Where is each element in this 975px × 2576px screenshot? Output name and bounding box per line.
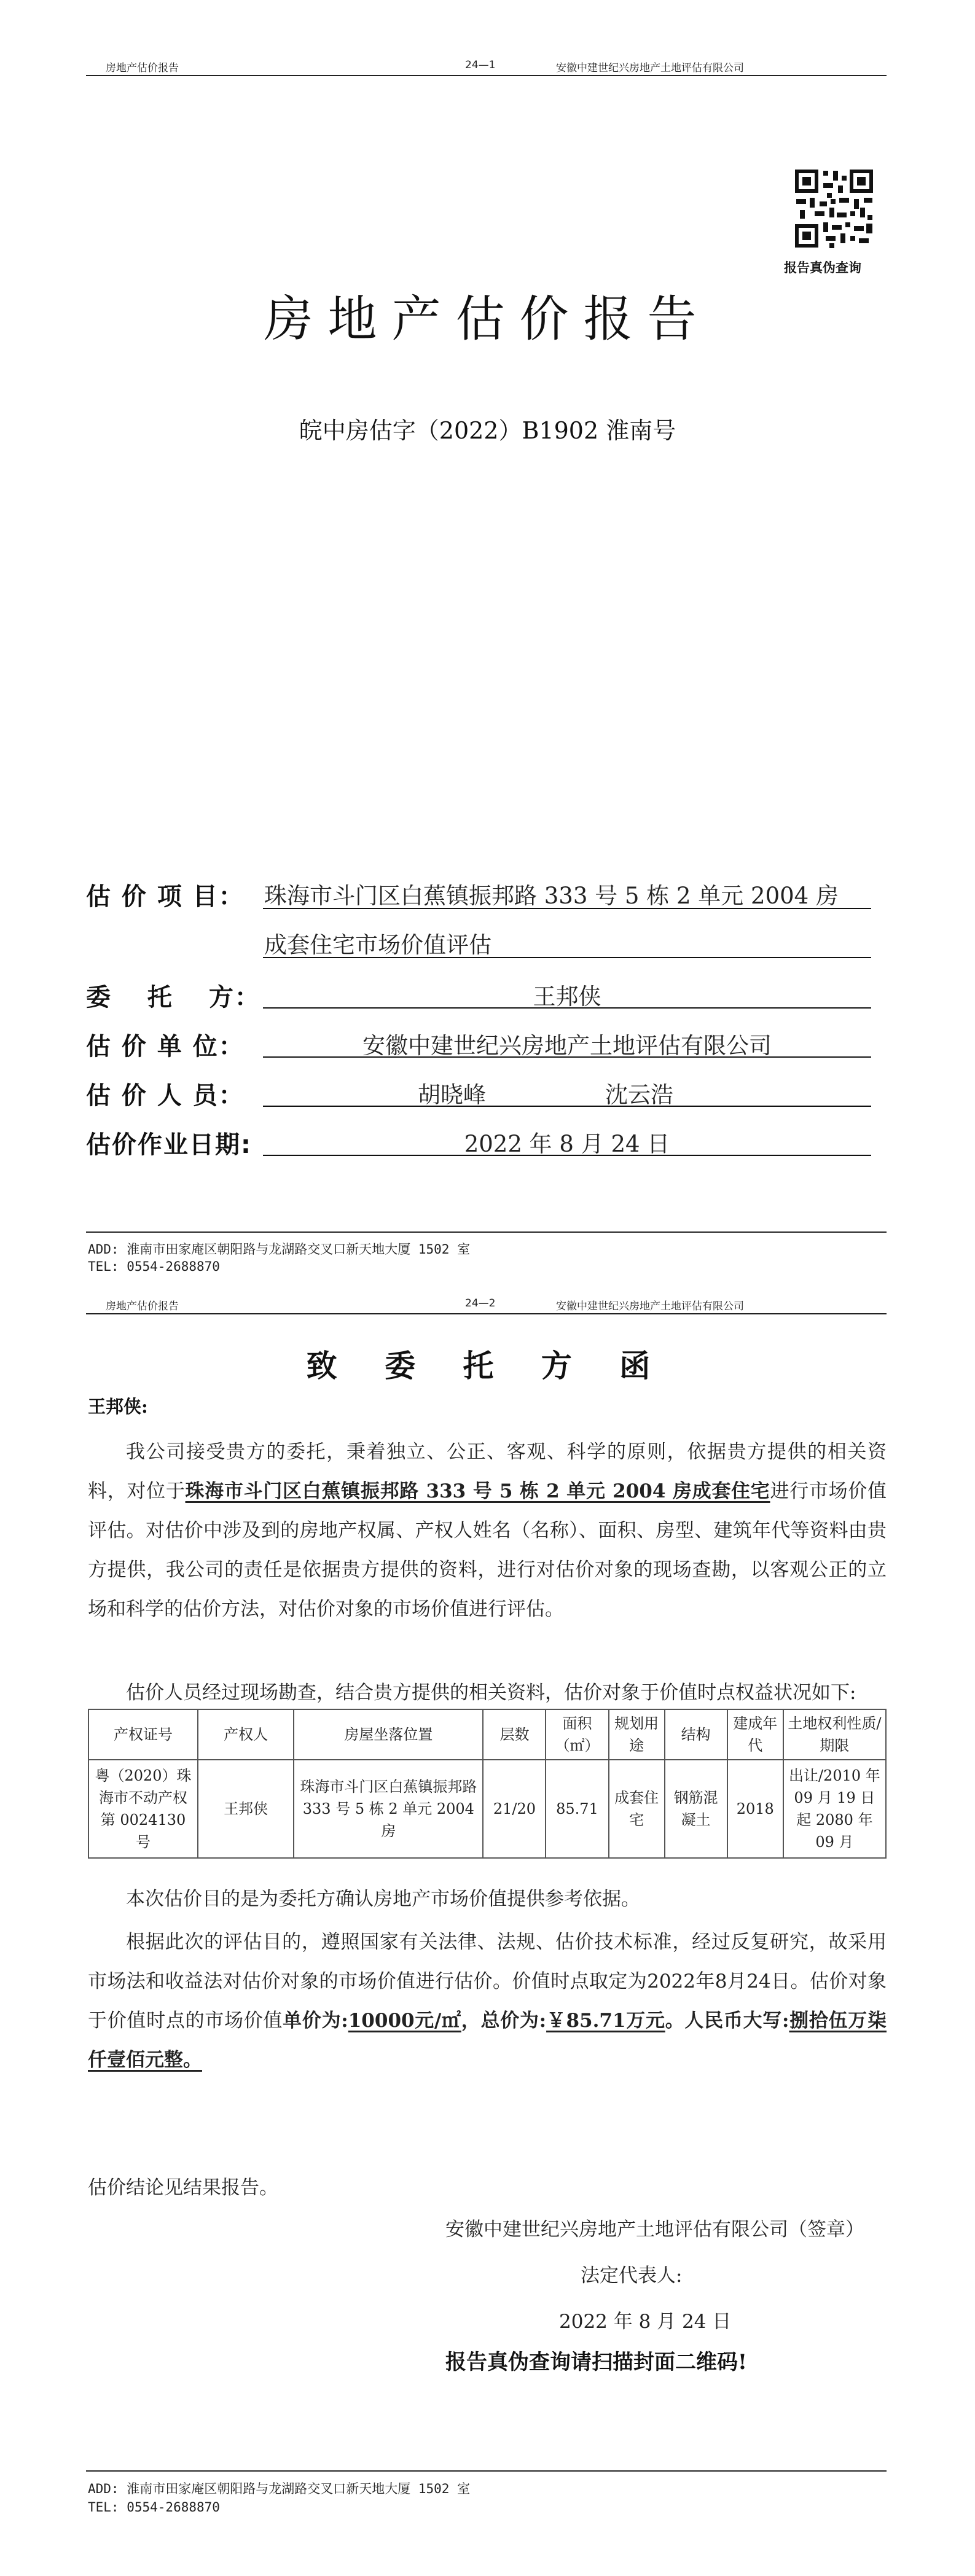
date-label: 估价作业日期: bbox=[86, 1131, 252, 1159]
footer-tel: TEL: 0554-2688870 bbox=[88, 2500, 220, 2515]
table-header: 建成年代 bbox=[727, 1709, 783, 1760]
appraiser-2: 沈云浩 bbox=[605, 1082, 673, 1108]
appraiser-label: 估 价 人 员： bbox=[86, 1082, 245, 1110]
table-header: 土地权利性质/期限 bbox=[783, 1709, 886, 1760]
property-address: 珠海市斗门区白蕉镇振邦路 333 号 5 栋 2 单元 2004 房成套住宅 bbox=[185, 1480, 770, 1502]
table-cell: 珠海市斗门区白蕉镇振邦路 333 号 5 栋 2 单元 2004 房 bbox=[294, 1760, 483, 1858]
legal-representative: 法定代表人: bbox=[581, 2265, 683, 2287]
client-value: 王邦侠 bbox=[533, 983, 601, 1010]
table-header: 层数 bbox=[483, 1709, 546, 1760]
footer-rule bbox=[86, 1231, 887, 1233]
header-page-number: 24—1 bbox=[465, 59, 496, 71]
letter-title: 致 委 托 方 函 bbox=[306, 1348, 669, 1384]
table-cell: 出让/2010 年 09 月 19 日起 2080 年 09 月 bbox=[783, 1760, 886, 1858]
header-left: 房地产估价报告 bbox=[106, 1300, 179, 1313]
table-cell: 王邦侠 bbox=[198, 1760, 294, 1858]
table-header: 房屋坐落位置 bbox=[294, 1709, 483, 1760]
appraiser-underline bbox=[263, 1106, 871, 1107]
qr-code-icon[interactable] bbox=[793, 167, 875, 250]
table-header: 产权人 bbox=[198, 1709, 294, 1760]
footer-tel: TEL: 0554-2688870 bbox=[88, 1259, 220, 1274]
table-cell: 钢筋混凝土 bbox=[665, 1760, 727, 1858]
unit-price: 10000元/㎡ bbox=[348, 2010, 461, 2032]
project-line-1: 珠海市斗门区白蕉镇振邦路 333 号 5 栋 2 单元 2004 房 bbox=[264, 883, 839, 909]
appraiser-1: 胡晓峰 bbox=[418, 1082, 486, 1108]
project-label: 估 价 项 目： bbox=[86, 883, 245, 911]
table-cell: 85.71 bbox=[546, 1760, 608, 1858]
footer-address: ADD: 淮南市田家庵区朝阳路与龙湖路交叉口新天地大厦 1502 室 bbox=[88, 2481, 471, 2496]
table-cell: 21/20 bbox=[483, 1760, 546, 1858]
header-right: 安徽中建世纪兴房地产土地评估有限公司 bbox=[556, 1300, 744, 1313]
paragraph-3: 本次估价目的是为委托方确认房地产市场价值提供参考依据。 bbox=[126, 1888, 640, 1910]
unit-label: 估 价 单 位： bbox=[86, 1032, 245, 1061]
unit-value: 安徽中建世纪兴房地产土地评估有限公司 bbox=[362, 1032, 772, 1059]
property-table bbox=[88, 1709, 887, 1859]
signature-date: 2022 年 8 月 24 日 bbox=[559, 2311, 732, 2333]
table-header: 产权证号 bbox=[88, 1709, 198, 1760]
salutation: 王邦侠: bbox=[88, 1396, 148, 1417]
date-value: 2022 年 8 月 24 日 bbox=[464, 1131, 670, 1157]
client-label: 委 托 方： bbox=[86, 983, 260, 1012]
table-cell: 成套住宅 bbox=[609, 1760, 665, 1858]
client-underline bbox=[263, 1007, 871, 1009]
total-price: ￥85.71万元 bbox=[546, 2010, 665, 2032]
header-right: 安徽中建世纪兴房地产土地评估有限公司 bbox=[556, 62, 744, 74]
project-line-2: 成套住宅市场价值评估 bbox=[264, 932, 491, 958]
table-row bbox=[88, 1760, 886, 1858]
table-header-row bbox=[88, 1709, 886, 1760]
project-underline-1 bbox=[263, 908, 871, 909]
signature-company: 安徽中建世纪兴房地产土地评估有限公司（签章） bbox=[445, 2219, 864, 2241]
paragraph-2: 估价人员经过现场勘查，结合贵方提供的相关资料，估价对象于价值时点权益状况如下: bbox=[126, 1682, 856, 1704]
qr-caption: 报告真伪查询 bbox=[784, 260, 861, 275]
paragraph-4: 根据此次的评估目的，遵照国家有关法律、法规、估价技术标准，经过反复研究，故采用市场法和收益法对估价对象的市场价值进行估价。价值时点取定为2022年8月24日。估价对象于价值时点的市场价值单价为:10000元/㎡，总价为:￥85.71万元。人民币大写:捌拾伍万柒仟壹佰元整。 bbox=[88, 1931, 887, 2071]
table-cell: 粤（2020）珠海市不动产权第 0024130 号 bbox=[88, 1760, 198, 1858]
header-left: 房地产估价报告 bbox=[106, 62, 179, 74]
conclusion-note: 估价结论见结果报告。 bbox=[88, 2177, 278, 2199]
header-rule bbox=[86, 75, 887, 76]
header-page-number: 24—2 bbox=[465, 1297, 496, 1309]
total-price-in-words: 捌拾伍万柒仟壹佰元整。 bbox=[88, 2010, 887, 2071]
unit-underline bbox=[263, 1056, 871, 1058]
paragraph-1: 我公司接受贵方的委托，秉着独立、公正、客观、科学的原则，依据贵方提供的相关资料，对位于珠海市斗门区白蕉镇振邦路 333 号 5 栋 2 单元 2004 房成套住宅进行市场价值评估。对估价中涉及到的房地产权属、产权人姓名（名称）、面积、房型、建筑年代等资料由贵方提供，我公司的责任是依据贵方提供的资料，进行对估价对象的现场查勘，以客观公正的立场和科学的估价方法，对估价对象的市场价值进行评估。 bbox=[88, 1441, 887, 1620]
project-underline-2 bbox=[263, 957, 871, 958]
date-underline bbox=[263, 1155, 871, 1156]
table-header: 面积（㎡） bbox=[546, 1709, 608, 1760]
footer-address: ADD: 淮南市田家庵区朝阳路与龙湖路交叉口新天地大厦 1502 室 bbox=[88, 1242, 471, 1257]
header-rule bbox=[86, 1313, 887, 1314]
table-header: 规划用途 bbox=[609, 1709, 665, 1760]
table-cell: 2018 bbox=[727, 1760, 783, 1858]
report-number: 皖中房估字（2022）B1902 淮南号 bbox=[299, 417, 676, 444]
table-header: 结构 bbox=[665, 1709, 727, 1760]
footer-rule bbox=[86, 2470, 887, 2472]
page-title: 房地产估价报告 bbox=[264, 291, 711, 348]
verification-note: 报告真伪查询请扫描封面二维码! bbox=[445, 2350, 747, 2375]
